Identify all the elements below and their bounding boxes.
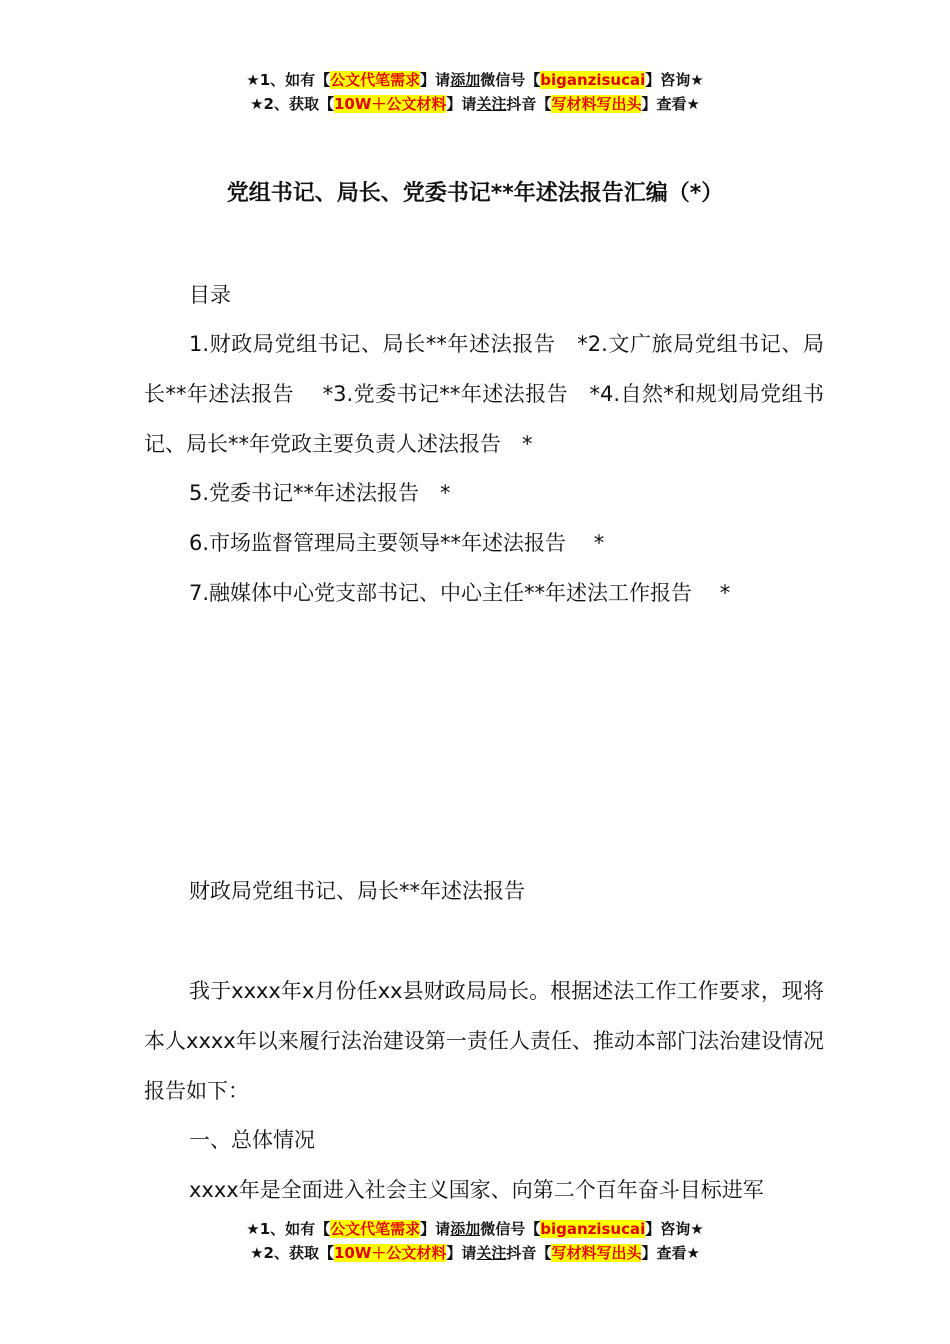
banner-text: 】请 [446,1244,477,1262]
heading-overview: 一、总体情况 [189,1128,315,1152]
banner-highlight: 公文代笔需求 [330,1220,421,1238]
banner-underlined: 添加 [450,71,481,89]
body-paragraph-1: 我于xxxx年x月份任xx县财政局局长。根据述法工作工作要求，现将本人xxxx年以来履行法治建设第一责任人责任、推动本部门法治建设情况报告如下： [144,979,824,1103]
banner-text: 】请 [420,71,451,89]
toc-item-7: 7.融媒体中心党支部书记、中心主任**年述法工作报告 * [189,581,731,605]
toc-item-5: 5.党委书记**年述法报告 * [189,481,451,505]
toc-block: 1.财政局党组书记、局长**年述法报告 *2.文广旅局党组书记、局长**年述法报告 *3.党委书记**年述法报告 *4.自然*和规划局党组书记、局长**年党政主要负责人述法报告 * [144,332,824,456]
banner-text: ★1、如有【 [246,1220,331,1238]
banner-underlined: 添加 [450,1220,481,1238]
banner-text: 】咨询★ [645,1220,704,1238]
toc-heading: 目录 [189,283,231,307]
banner-underlined: 关注 [476,1244,507,1262]
banner-text: 】咨询★ [645,71,704,89]
banner-line-2 [0,1241,950,1265]
top-banner [0,68,950,116]
banner-text: 】查看★ [641,1244,700,1262]
banner-wechat-id: biganzisucai [540,71,646,89]
banner-underlined: 关注 [476,95,507,113]
banner-text: 抖音【 [506,1244,552,1262]
body-paragraph-2: xxxx年是全面进入社会主义国家、向第二个百年奋斗目标进军 [189,1178,764,1202]
banner-line-1 [0,1217,950,1241]
banner-text: 】请 [420,1220,451,1238]
section-title: 财政局党组书记、局长**年述法报告 [189,879,525,903]
banner-text: 微信号【 [480,71,541,89]
toc-item-6: 6.市场监督管理局主要领导**年述法报告 * [189,531,605,555]
document-title: 党组书记、局长、党委书记**年述法报告汇编（*） [226,181,724,206]
banner-text: ★2、获取【 [250,95,334,113]
banner-text: 抖音【 [506,95,552,113]
banner-highlight: 10W＋公文材料 [333,95,447,113]
banner-highlight: 公文代笔需求 [330,71,421,89]
banner-text: ★2、获取【 [250,1244,334,1262]
banner-text: ★1、如有【 [246,71,331,89]
banner-wechat-id: biganzisucai [540,1220,646,1238]
banner-text: 】请 [446,95,477,113]
banner-douyin-id: 写材料写出头 [551,1244,642,1262]
banner-text: 】查看★ [641,95,700,113]
bottom-banner [0,1217,950,1265]
banner-douyin-id: 写材料写出头 [551,95,642,113]
banner-highlight: 10W＋公文材料 [333,1244,447,1262]
banner-line-2 [0,92,950,116]
banner-text: 微信号【 [480,1220,541,1238]
banner-line-1 [0,68,950,92]
